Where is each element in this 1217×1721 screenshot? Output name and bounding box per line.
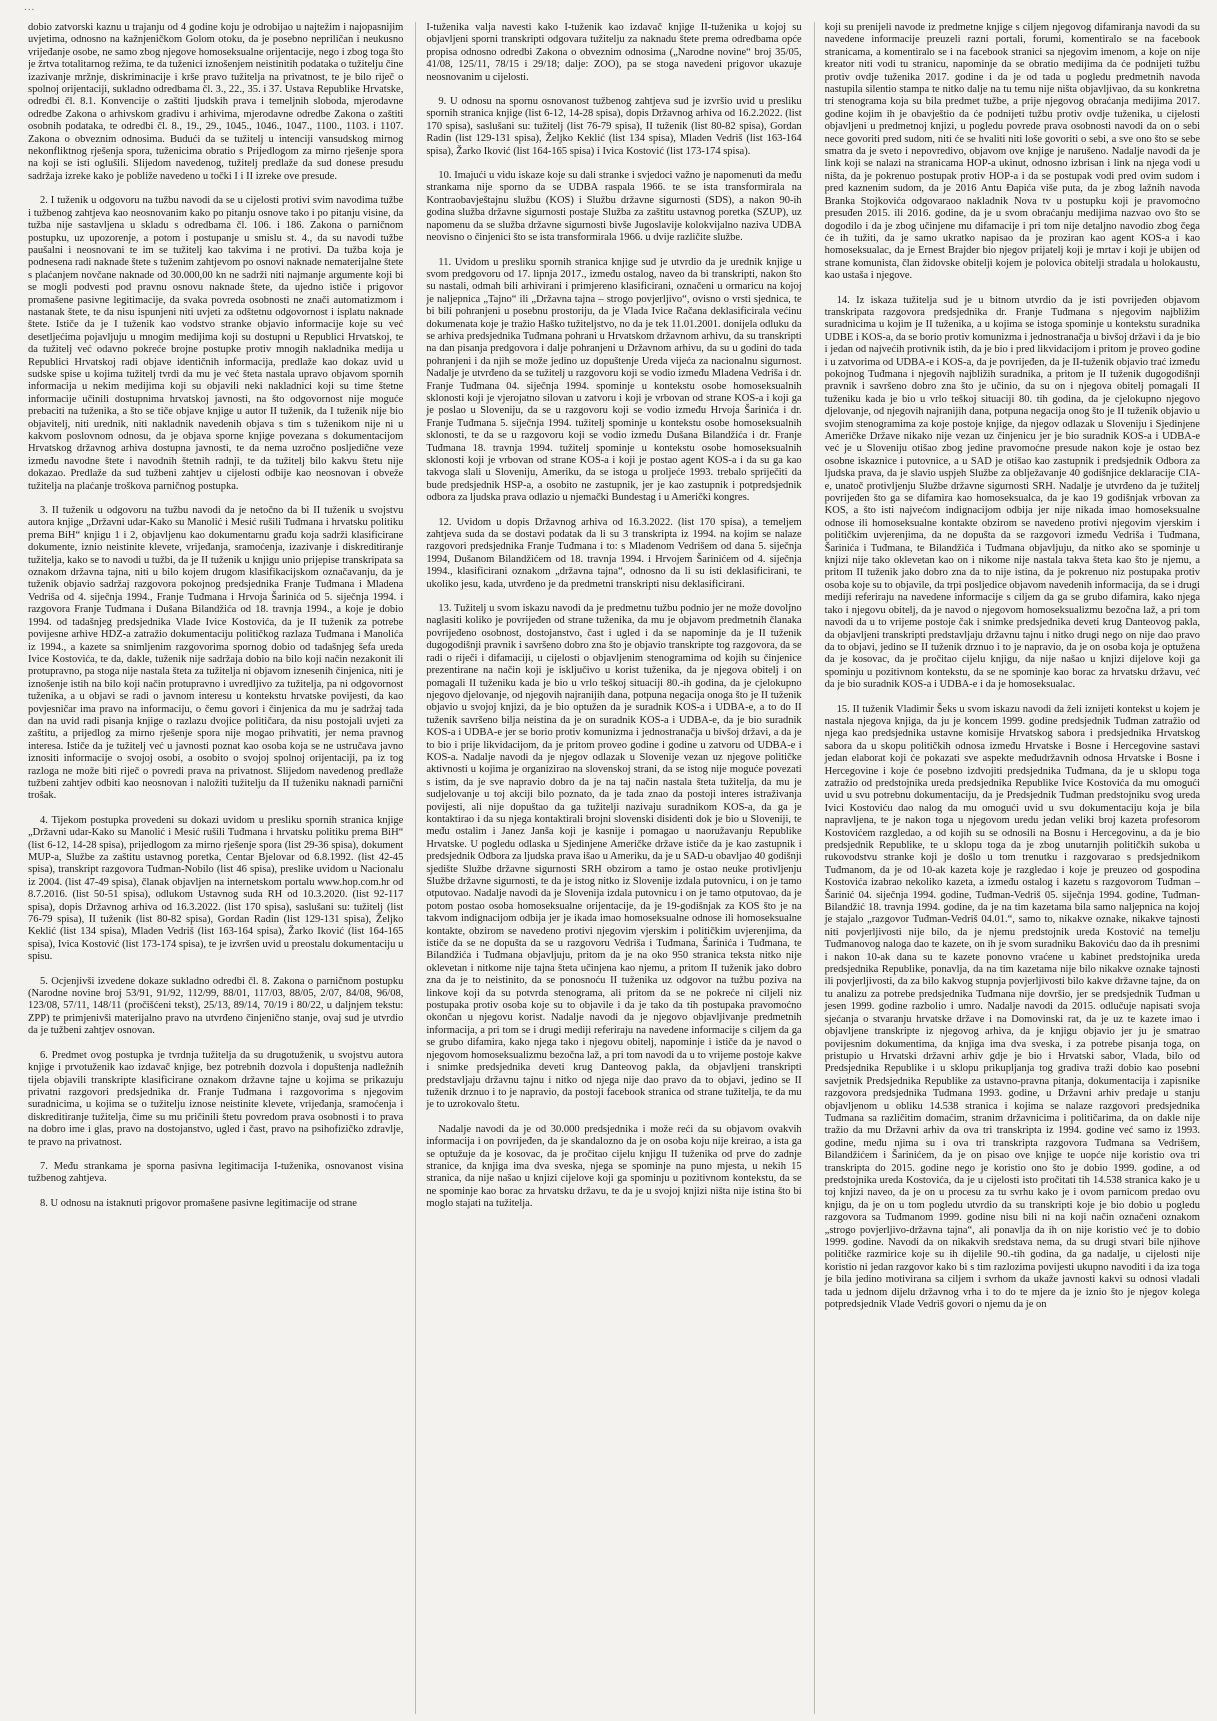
paragraph: 15. II tuženik Vladimir Šeks u svom iskazu navodi da želi iznijeti kontekst u kojem je nastala njegova knjiga, da ju je koncem 1999. godine predsjednik Tuđman zatražio od njega kao predsjednika ustavne komisije Hrvatskog sabora i predsjednika Hrvatskog sabora da u skopu političkih odnosa između Hrvatske i Bosne i Hercegovine sastavi jedan elaborat koji će pokazati sve aspekte međudržavnih odnosa Hrvatske i Bosne i Hercegovine i koje će posebno izdvojiti predsjednika Tuđmana, da je u sklopu toga zatražio od predstojnika ureda predsjednika Republike Ivice Kostovića da mu omogući uvid u svu potrebnu dokumentaciju, da je Predsjednik Tuđman predstojniku svog ureda Ivici Kostoviću dao nalog da mu omogući uvid u svu dokumentaciju koja je bila napravljena, te je nakon toga u njegovom uredu jedan veliki broj kazeta profesorom Kostovićem razgledao, a od kojih su se odnosili na Bosnu i Hercegovinu, a da je bio predsjednik Republike, te u sklopu toga da je zbog unutarnjih političkih sukoba u rukovodstvu stranke koji je došlo u tom trenutku i razgovarao s predsjednikom Tuđmanom, da je od 10-ak kazeta koje je razgledao i koje je preuzeo od gospodina Kostovića izabrao nekoliko kazeta, a između ostalog i kazetu s razgovorom Tuđman – Šarinić 04. siječnja 1994. godine, Tuđman-Vedriš 05. siječnja 1994. godine, Tuđman-Bilandžić 18. travnja 1994. godine, da je na tim kazetama bila samo naljepnica na kojoj je stajalo „razgovor Tuđman-Vedriš 04.01.“, samo to, nikakve oznake, nikakve tajnosti niti povjerljivosti nije bilo, da je njemu predstojnik ureda Kostović na temelju Tuđmanovog naloga dao te kazete, on ih je svom suradniku Bakoviću dao da ih presnimi i nakon 10-ak dana su te kazete ponovno vraćene u kabinet predstojnika ureda predsjednika Republike, ponavlja, da na tim kazetama nije bilo nikakve oznake tajnosti ili povjerljivosti, da za bilo kakvog stupnja povjerljivosti bilo kakve državne tajne, da on tu analizu za potrebe predsjednika Tuđmana nije dovršio, jer se predsjednik Tuđman u jesen 1999. godine razbolio i umro. Nadalje navodi da 2015. odlučuje napisati svoja sjećanja o stvaranju hrvatske države i na Domovinski rat, da je uz te kazete imao i objavljene transkripte iz njegovog arhiva, da je knjigu objavio jer ju je smatrao povijesnim dokumentima, da knjiga ima dva sveska, i za potrebe pisanja toga, on pristupio u Hrvatski državni arhiv gdje je bio i Hrvatski sabor, Vlada, bilo od Predsjednika Republike i u sklopu prikupljanja tog gradiva traži dobio kao posebni savjetnik Predsjednika Republike za ustavno-pravna pitanja, dokumentacija i zapisnike razgovora predsjednika Tuđmana 1993. godine, u Državni arhiv predaje u stanju objavljenom u obliku 14.538 stranica i kojima se nalaze razgovori predsjednika Tuđmana sa različitim domaćim, stranim državnicima i političarima, da on dakle nije tražio da mu Državni arhiv da ova tri transkripta iz 1994. godine već samo iz 1993. godine, među njima su i ova tri transkripta razgovora Tuđmana sa Vedrišem, Bilandžićem i Šarinićem, da je on pisao ove knjige te uopće nije koristio ova tri transkripta do 2015. godine nego je koristio ono što je dobio 1999. godine, a od predstojnika ureda Kostovića, da je u cijelosti isto pročitati tih 14.538 stranica kako je u toj knjizi naveo, da je on u procesu za tu svrhu kako je i ovom parnicom predao ovu knjigu, da je on u tom pogledu utvrdio da su transkripti koje je bio dobio u pogledu razgovora sa Tuđmanom 1999. godine nisu bili ni na koji način označeni oznakom „strogo povjerljivo-državna tajna“, ali ponavlja da ih on nije koristio već je to dobio 1999. godine. Navodi da on nikakvih sredstava nema, da su drugi stvari bile njihove političke razmirice koje su ih dijelile 90.-tih godina, da ga nadalje, u cijelosti nije koristio ni jedan razgovor kako bi s tim razlozima povijesti ukupno navoditi i da iza toga je bila jedino motivirana sa ciljem i svrhom da ukaže javnosti kakvi su odnosi vladali tada u jednom dijelu državnog vrha i to do te mjere da je iznio što je njegov kolega potpredsjednik Vlade Vedriš govori o njemu da je on (824, 703, 1200, 1311)
paragraph: 12. Uvidom u dopis Državnog arhiva od 16.3.2022. (list 170 spisa), a temeljem zahtjeva suda da se dostavi podatak da li su 3 transkripta iz 1994. na kojim se nalaze razgovori predsjednika Franje Tuđmana i to: s Mladenom Vedrišem od dana 5. siječnja 1994, Dušanom Bilandžićem od 18. travnja 1994. i Hrvojem Šarinićem od 4. siječnja 1994., klasificirani oznakom „državna tajna“, odnosno da li su isti deklasificirani, te ukoliko jesu, kada, utvrđeno je da predmetni transkripti nisu deklasificirani. (426, 516, 802, 590)
paragraph: dobio zatvorski kaznu u trajanju od 4 godine koju je odrobijao u najtežim i najopasnijim uvjetima, odnosno na kažnjeničkom Golom otoku, da je posebno nepriličan i neukusno vrijeđanje osobe, ne samo zbog njegove homoseksualne orijentacije, nego i zbog toga što je žrtva totalitarnog režima, te da tuženici iznošenjem neistinitih podataka o tužitelju čine izazivanje mržnje, diskriminacije i krše pravo tužitelja na privatnost, te je bilo riječ o spolnoj orijentaciji, sukladno odredbama čl. 3., 22., 35. i 37. Ustava Republike Hrvatske, odredbi čl. 8.1. Konvencije o zaštiti ljudskih prava i temeljnih sloboda, mjerodavne odredbe Zakona o arhivskom gradivu i arhivima, mjerodavne odredbe Zakona o zaštiti osobnih podataka, te odredbi čl. 8., 19., 29., 1045., 1046., 1047., 1100., 1103. i 1107. Zakona o obveznim odnosima. Budući da se tužitelj u intenciji vansudskog mirnog nekonfliktnog rješenja spora, tuženicima obratio s Prijedlogom za mirno rješenje spora na koji se isti oglušili. Slijedom navedenog, tužitelj predlaže da sud donese presudu sadržaja izreke kako je pobliže navedeno u točki I i II izreke ove presude. (28, 22, 404, 182)
paragraph: 14. Iz iskaza tužitelja sud je u bitnom utvrdio da je isti povrijeđen objavom transkripata razgovora predsjednika dr. Franje Tuđmana s njegovim najbližim suradnicima u kojim je II tuženika, a u kojima se istoga spominje u kontekstu suradnika UDBE i KOS-a, da se borio protiv komunizma i jednostranačja u bivšoj državi i da je bio i jedan od najvećih protivnik istih, da je bio i pred likvidacijom i pritom je proveo godine i u zatvorima od UDBA-e i KOS-a, da je povrijeđen, da je II-tuženik objavio trać između pokojnog Tuđmana i njegovih najbližih suradnika, a pritom je II tuženik dugogodišnji pravnik i savršeno dobro zna što je učinio, da su on i njegova obitelj pomagali II tuženiku kada je bio u vrlo teškoj situaciji 80. tih godina, da je cjelokupno njegovo djelovanje, od njegovih najranijih dana, potpuna negacija onog što je II tuženik objavio u svojim stenogramima za koje postoje knjige, da njegov odlazak u Sloveniju i Sjedinjene Američke Države nikako nije vezan uz činjenicu jer je bio suradnik KOS-a i UDBA-e već je u Sloveniju otišao zbog jedine pravomoćne presude nakon koje je ostao bez osobne iskaznice i putovnice, a u SAD je otišao kao zastupnik i predsjednik Odbora za ljudska prava, da je slavio uspjeh Službe za oblježavanje 40 godišnjice deklaracije CIA-e, unatoč protivljenju Službe državne sigurnosti SRH. Nadalje je utvrđeno da je tužitelj povrijeđen što ga se difamira kao homoseksualca, da je kao 19 godišnjak vrbovan za KOS, a što isti najvećom indignacijom odbija jer nije nikada imao homoseksualne odnose ili homoseksualne kontakte obzirom se navedeno protivi njegovim vjerskim i političkim uvjerenjima, da ne dopušta da se razgovori između Vedriša i Tuđmana, Šarinića i Tuđmana, te Bilandžića i Tuđmana objavljuju, da nitko ako se spominje u knjizi nije tako oklevetan kao on i nikome nije nastala takva šteta kao što je njemu, a pritom II tuženik jako dobro zna da to nije istina, da je pokrenuo niz postupaka protiv osoba koje su to objavile, da trpi posljedice objavom navedenih informacija, da se i drugi mediji referiraju na navedene informacije s ciljem da ga se grubo difamira, kako njega tako i njegovu obitelj, da je navod o njegovom homoseksualizmu bezočna laž, a pri tom navodi da u to vrijeme postoje čak i snimke predsjednika deveti krug Danteovog pakla, da objavljeni transkripti predstavljaju državnu tajnu i nitko drugi nego on nije dao pravo da to objavi, jedino se II tuženik drznuo i to je napravio, da je on osoba koja je optužena da je kosovac, da je pročitao cijelu knjigu, da nije našao u knjizi dijelove koji ga spominju u pozitivnom kontekstu, da se ne spominje kao borac za hrvatsku državu, već da je bio suradnik KOS-a i UDBA-e i da je homoseksualac. (824, 294, 1200, 691)
paragraph: 11. Uvidom u presliku spornih stranica knjige sud je utvrdio da je urednik knjige u svom predgovoru od 17. lipnja 2017., između ostalog, naveo da bi transkripti, nakon što su nastali, odmah bili arhivirani i primjereno klasificirani, označeni u ormaricu na kojoj je naljepnica „Tajno“ ili „Državna tajna – strogo povjerljivo“, ovisno o vrsti sjednica, te bi bili pohranjeni u posebnu prostoriju, da je Vlada Ivice Račana deklasificirala većinu dokumenata koje je tražio Haško tužiteljstvo, no da je tek 11.01.2001. donijela odluku da se arhiva predsjednika Tuđmana pohrani u Hrvatskom državnom arhivu, da su transkripti na dan pisanja predgovora i dalje pohranjeni u Državnom arhivu, da su u godini do tada pohranjeni i da njih se može jedino uz dopuštenje Ureda vijeća za nacionalnu sigurnost. Nadalje je utvrđeno da se tužitelj u razgovoru koji se vodio između Mladena Vedriša i dr. Franje Tuđmana 04. siječnja 1994. spominje u kontekstu osobe homoseksualnih sklonosti koji je vjerojatno silovan u zatvoru i koji je vrbovan od strane KOS-a i koji ga je poslao u Sloveniju, da se u razgovoru koji se vodio između Hrvoja Šarinića i dr. Franje Tuđmana 5. siječnja 1994. tužitelj spominje u kontekstu osobe homoseksualnih sklonosti, te da se u razgovoru koji se vodio između Dušana Bilandžića i dr. Franje Tuđmana 18. travnja 1994. tužitelj spominje u kontekstu osobe homoseksualnih sklonosti koji je vrbovan od strane KOS-a i koji je postao agent KOS-a i da su ga kao takvoga slali u Sloveniju, Ameriku, da se istoga u proljeće 1993. trebalo spriječiti da bude predsjednik HSP-a, a osobito ne zastupnik, jer je kao zastupnik i potpredsjednik odbora za ljudska prava odlazio u njemački Bundestag i u Američki kongres. (426, 256, 802, 504)
paragraph: 9. U odnosu na spornu osnovanost tužbenog zahtjeva sud je izvršio uvid u presliku spornih stranica knjige (list 6-12, 14-28 spisa), dopis Državnog arhiva od 16.2.2022. (list 170 spisa), saslušani su: tužitelj (list 76-79 spisa), II tuženik (list 80-82 spisa), Gordan Radin (list 129-131 spisa), Željko Keklić (list 134 spisa), Mladen Vedriš (list 163-164 spisa), Žarko Iković (list 164-165 spisa) i Ivica Kostović (list 173-174 spisa). (426, 96, 802, 157)
column-2 (415, 22, 801, 1714)
paragraph: 13. Tužitelj u svom iskazu navodi da je predmetnu tužbu podnio jer ne može dovoljno naglasiti koliko je povrijeđen od strane tuženika, da mu je objavom predmetnih članaka povrijeđeno osobnost, dostojanstvo, čast i ugled i da se napominje da je II tuženik dugogodišnji pravnik i savršeno dobro zna što je objavio transkripte tog razgovora, da se radi o riječi i difamaciji, u cijelosti o objavljenim stenogramima od kojih su činjenice prezentirane na način koji je isključivo u korist tuženika, da je njegova obitelj i on pomagali II tuženiku kada je bio u vrlo teškoj situaciji 80.-ih godina, da je cjelokupno njegovo djelovanje, od njegovih najranijih dana, potpuna negacija onoga što je II tuženik objavio u svojoj knjizi, da je bio optužen da je suradnik KOS-a i UDBA-e, a to do II tuženik savršeno bilja neistina da je on suradnik KOS-a i UDBA-e, da je bio suradnik KOS-a i UDBA-e jer se borio protiv komunizma i jednostranačja u bivšoj državi, a da je to bio i prije likvidacijom, da je pritom proveo godine i godine u zatvoru od UDBA-e i KOS-a. Nadalje navodi da je njegov odlazak u Slovenije vezan uz njegove političke aktivnosti u kojima je organizirao na slovenskoj strani, da se istog nije moguće povezati s istim, da je sve napravio dobro da je na taj način nastala šteta tužitelja, da mu je sudjelovanje u toj akciji bilo poznato, da je tada znao da postoji interes istraživanja povijesti, ali nije dopuštao da ga tužitelji nazivaju suradnikom KOS-a, da ga je kontaktirao i da su njega kontaktirali brojni slovenski disidenti dok je bio u Sloveniji, te među ostalim i Janez Janša koji je kasnije i pomagao u naoružavanju Republike Hrvatske. U pogledu odlaska u Sjedinjene Američke države ističe da je kao zastupnik i predsjednik Odbora za ljudska prava išao u Ameriku, da je u SAD-u obavljao 40 godišnji sjedište Službe državne sigurnosti SRH obzirom a tamo je ostao neuke protivljenju Službe državne sigurnosti, te da je istog nitko iz Slovenije izdala putovnicu, i on je tamo otputovao. Nadalje navodi da je Slovenija izdala putovnicu i on je tamo otputovao, da je potom postao osoba homoseksualne orijentacije, da je 19-godišnjak za KOS što je na takvom indignacijom odbija jer je ikada imao homoseksualne odnose ili homoseksualne kontakte, obzirom se navedeno protivi njegovim vjerskim i političkim uvjerenjima, da ističe da se ne dopušta da se u razgovoru Vedriša i Tuđmana, Šarinića i Tuđmana, te Bilandžića i Tuđmana objavljuju, pritom da je na oko 950 stranica teksta nitko nije oklevetan i nitkome nije tajna šteta učinjena kao njemu, a pritom II tuženik jako dobro zna da je to neistinito, da se ponosnoću II tuženika uz odgovor na tužbu poziva na linkove koji da su potvrda stenograma, ali pritom da se ne pokreće ni ciljeli niz postupaka protiv osoba koje su to objavile i da je tako da tih postupaka pravomoćno okončan u njegovu korist. Nadalje navodi da je njegovo objavljivanje predmetnih informacija, a pri tom se i drugi mediji referiraju na navedene informacije s ciljem da ga se grubo difamira, kako njega tako i njegovu obitelj, napominje i ističe da je navod o njegovom homoseksualizmu bezočna laž, a pri tom navodi da u to vrijeme postoje kakve i snimke predsjednika deveti krug Danteovog pakla, da objavljeni transkripti predstavljaju državnu tajnu i nitko od njega nije dao pravo da to objavi, jedino se II tuženik drznuo i to je napravio, da postoji facebook stranica od strane tužitelja, te da mu je to uzrokovalo štetu. (426, 603, 802, 1111)
column-1 (28, 22, 403, 1714)
paragraph: 6. Predmet ovog postupka je tvrdnja tužitelja da su drugotuženik, u svojstvu autora knjige i prvotuženik kao izdavač knjige, bez potrebnih dozvola i dopuštenja nadležnih tijela objavili transkripte klasificirane oznakom državne tajne u kojima se prikazuju privatni razgovori predsjednika dr. Franje Tuđmana i razgovorima s njegovim suradnicima, u kojima se o tužitelju iznose neistinite klevete, vrijeđanja, sramoćenja i diskreditiranje tužitelja, čime su mu pričinili štetu povredom prava osobnosti i to prava na dobro ime i glas, pravo na dostojanstvo, ugled i čast, pravo na psihofizičko zdravlje, te pravo na privatnost. (28, 1049, 404, 1148)
paragraph: 8. U odnosu na istaknuti prigovor promašene pasivne legitimacije od strane (40, 1197, 357, 1209)
paragraph: 5. Ocjenjivši izvedene dokaze sukladno odredbi čl. 8. Zakona o parničnom postupku (Narodne novine broj 53/91, 91/92, 112/99, 88/01, 117/03, 88/05, 2/07, 84/08, 96/08, 123/08, 57/11, 148/11 (pročišćeni tekst), 25/13, 89/14, 70/19 i 80/22, u daljnjem tekstu: ZPP) te primjenivši materijalno pravo na utvrđeno činjenično stanje, ovaj sud je utvrdio da je tužbeni zahtjev osnovan. (28, 975, 404, 1037)
paragraph: I-tuženika valja navesti kako I-tuženik kao izdavač knjige II-tuženika u kojoj su objavljeni sporni transkripti odgovara tužitelju za naknadu štete prema odredbama opće propisa odnosno odredbi Zakona o obveznim odnosima („Narodne novine“ broj 35/05, 41/08, 125/11, 78/15 i 29/18; dalje: ZOO), pa se stoga navedeni prigovor ukazuje neosnovanim u cijelosti. (426, 22, 802, 83)
paragraph: 2. I tuženik u odgovoru na tužbu navodi da se u cijelosti protivi svim navodima tužbe i tužbenog zahtjeva kao neosnovanim kako po pitanju osnove tako i po pitanju visine, da tužba nije sastavljena u skladu s odredbama čl. 106. i 186. Zakona o parničnom postupku, uz upozorenje, a potom i postupanje u smislu st. 4., da su navodi tužbe paušalni i neosnovani te im se tužitelj kao takvima i ne protivi. Da tužba koja je podnesena radi naknade štete s tuženim zahtjevom po osnovi naknade nematerijalne štete s plaćanjem novčane naknade od 30.000,00 kn ne sadrži niti najmanje argumente koji bi se mogli podvesti pod pravnu osnovu naknade štete, da ujedno ističe i prigovor promašene pasivne legitimacije, da svaka povreda osobnosti ne znači automatizmom i nastanak štete, te da nisu ispunjeni niti uvjeti za odštetnu odgovornost i isplatu naknade štete. Ističe da je I tuženik kao vodstvo stranke objavio informacije koje su već desetljećima pojavljuju u mnogim medijima koji su dostupni u Republici Hrvatskoj, te da tužitelj već odavno pokreće brojne postupke protiv mnogih nakladnika medija u Republici Hrvatskoj radi objave identičnih informacija, predlaže kao dokaz uvid u sudske spise u kojima tužitelj tvrdi da mu je već šteta nastala upravo objavom spornih informacija u nekim medijima koji su objavili neki nakladnici koji su time štetne informacije učinili dostupnima hrvatskoj javnosti, na što odgovornost nije moguće prebaciti na tuženika, a što se tiče objave knjige u autor II tuženik, da I tuženik nije bio objavitelj, niti urednik, niti nakladnik navedenih objava s tim s tuženikom nije ni u kakvom poslovnom odnosu, da je objava sporne knjige povezana s dokumentacijom Hrvatskog državnog arhiva dostupna javnosti, te da nema uzročno posljedične veze između navodne štete i navodnih štetnih radnji, te da tužitelj bilo kakvu štetu nije dokazao. Predlaže da sud tužbeni zahtjev u cijelosti odbije kao neosnovan i obveže tužitelja na plaćanje troškova parničnog postupka. (28, 195, 404, 492)
paragraph: 10. Imajući u vidu iskaze koje su dali stranke i svjedoci važno je napomenuti da među strankama nije sporno da se UDBA raspala 1966. te se ista transformirala na Kontraobavještajnu službu (KOS) i Službu državne sigurnosti (SDS), a nakon 90-ih godina služba državne sigurnosti postaje Služba za zaštitu ustavnog poretka (SZUP), uz napomenu da se služba državne sigurnosti bivše Jugoslavije kolokvijalno naziva UDBA neovisno o činjenici što se ista transformirala 1966. u dvije različite službe. (426, 170, 802, 244)
text-columns (28, 22, 1200, 1714)
paragraph: koji su prenijeli navode iz predmetne knjige s ciljem njegovog difamiranja navodi da su navedene informacije preuzeli razni portali, forumi, komentiralo se na facebook stranicama, a komentiralo se i na facebook stranici sa njegovim imenom, a koje on nije kreator niti vodi tu stranicu, napominje da se obratio medijima da će podnijeti tužbu protiv ovdje tuženika 2017. godine i da je od tada u pogledu predmetnih navoda nastupila silentio stampa te nitko dalje na tu temu nije ništa objavljivao, da su konkretna tri stenograma koja su bila predmet tužbe, a prije njegovog obraćanja medijima 2017. godine kojim ih je obavještio da će podnijeti tužbu protiv ovdje tuženika, u cijelosti objavljeni u predmetnoj knjizi, u pogledu povrede prava osobnosti navodi da on o sebi nece govoriti pred sudom, niti će se hvaliti niti loše govoriti o sebi, a sve ono što se sebe smatra da je sveto i nepovredivo, objavom ove knjige je narušeno. Nadalje navodi da je link koji se nalazi na stranicama HOP-a ukinut, odnosno izbrisan i link na njega vodi u ništa, da je pokrenuo postupak protiv HOP-a i da se postupak vodi pred ovim sudom i pred kaznenim sudom, da je 2016 Antu Đapića više puta, da je zbog lažnih navoda Branka Stojkovića odgovaraoo nakladnik Nova tv u postupku koji je pravomoćno presuđen 2015. ili 2016. godine, da je u svom obraćanju medijima nazvao ovo što se dogodilo i da je zbog učinjene mu difamacije i pri tom nije detaljno navodio zbog čega ćе ih tužiti, da je samo ukratko napisao da je proziran kao agent KOS-a i kao homoseksualac, da je Ernest Brajder bio njegov prijatelj koji je mrtav i koji je ubijen od strane komunista, član židovske obitelji kojem je polovica obitelji stradala u holokaustu, kao ustaša i njegove. (824, 22, 1200, 282)
paragraph: Nadalje navodi da je od 30.000 predsjednika i može reći da su objavom ovakvih informacija i on povrijeđen, da je skandalozno da je on osoba koju nije kreirao, a ista ga se optužuje da je kosovac, da je pročitao cijelu knjigu II tuženika od prve do zadnje stranice, da knjiga ima dva sveska, njega se spominje na puno mjesta, u nekih 15 stranica, da nije našao u knjizi cijelove koji ga spominju u pozitivnom kontekstu, da se ne spominje kao borac za hrvatsku državu, te da je u svojoj knjizi ništa nije istina što bi moglo stajati na tužitelja. (426, 1123, 802, 1210)
column-3 (814, 22, 1200, 1714)
paragraph: 7. Među strankama je sporna pasivna legitimacija I-tuženika, osnovanost visina tužbenog zahtjeva. (28, 1160, 404, 1185)
page-masthead: ... (24, 2, 36, 13)
paragraph: 3. II tuženik u odgovoru na tužbu navodi da je netočno da bi II tuženik u svojstvu autora knjige „Državni udar-Kako su Manolić i Mesić rušili Tuđmana i hrvatsku politiku prema BiH“ knjigu 1 i 2, objavljenu kao dokumentarnu građu koja sadrži klasificirane dokumente, iznio neistinite klevete, vrijeđanja, sramoćenja, izazivanje i diskreditiranje tužitelja, kako se to navodi u tužbi, da je II tuženik u knjigu unio prijepise transkripata sa oznakom državna tajna, niti u bilo kojem drugom klasifikacijskom označavanju, da je tuženik objavio sadržaj razgovora pokojnog predsjednika Franje Tuđmana i Mladena Vedriša od 4. siječnja 1994., Franje Tuđmana i Hrvoja Šarinića od 5. siječnja 1994. i razgovora Franje Tuđmana i Dušana Bilandžića od 18. travnja 1994., a koje je dobio 1994. od tadašnjeg predsjednika Vlade Ivice Kostovića, da je II tuženik za potrebe povijesne arhive HDZ-a zatražio dokumentaciju političkog razlaza Tuđmana i Manolića iz 1994., a kazete sa snimljenim razgovorima spornog dobio od tadašnjeg šefa ureda Ivice Kostovića, te da, dakle, tuženik nije sadržaja dobio na bilo koji način nezakonit ili protupravno, pa stoga nije nastala šteta za tužitelja ni objavom iznesenih činjenica, niti je iznošenje istih na bilo koji način protupravno i uvredljivo za tužitelja, pa ni odgovornost tuženika, a u objavi se radi o javnom interesu u kontekstu hrvatske povijesti, da kao povjesničar ima pravo na informaciju, o čemu govori i činjenica da mu je sadržaj tada dan na uvid radi pisanja knjige o razlazu dvojice političara, da nisu postojali uvjeti za zaštitu, a prijedlog za mirno rješenje spora nije mogao prihvatiti, jer nema pravnog interesa. Ističe da je tužitelj već u javnosti poznat kao osoba koja se ne ustručava javno iznositi informacije o svojoj osobi, a osobito o svojoj spolnoj orijentaciji, pa iz tog razloga ne može biti riječ o povredi prava na privatnost. Slijedom navedenog predlaže tužbeni zahtjev odbiti kao neosnovan i naložiti tužitelju da II tuženiku naknadi parnični trošak. (28, 505, 404, 802)
paragraph: 4. Tijekom postupka provedeni su dokazi uvidom u presliku spornih stranica knjige „Državni udar-Kako su Manolić i Mesić rušili Tuđmana i hrvatsku politiku prema BiH“ (list 6-12, 14-28 spisa), prijedlogom za mirno rješenje spora (list 29-36 spisa), dokument MUP-a, Službe za zaštitu ustavnog poretka, Centar Bjelovar od 6.8.1992. (list 42-45 spisa), transkript razgovora Tuđman-Nobilo (list 46 spisa), preslike uvidom u Nacionalu iz 2004. (list 47-49 spisa), članak objavljen na internetskom portalu www.hop.com.hr od 8.7.2016. (list 50-51 spisa), odlukom Ustavnog suda RH od 10.3.2020. (list 92-117 spisa), dopis Državnog arhiva od 16.3.2022. (list 170 spisa), saslušani su: tužitelj (list 76-79 spisa), II tuženik (list 80-82 spisa), Gordan Radin (list 129-131 spisa), Željko Keklić (list 134 spisa), Mladen Vedriš (list 163-164 spisa), Žarko Iković (list 164-165 spisa), Ivica Kostović (list 173-174 spisa), te je izvršen uvid u preostalu dokumentaciju u spisu. (28, 814, 404, 963)
